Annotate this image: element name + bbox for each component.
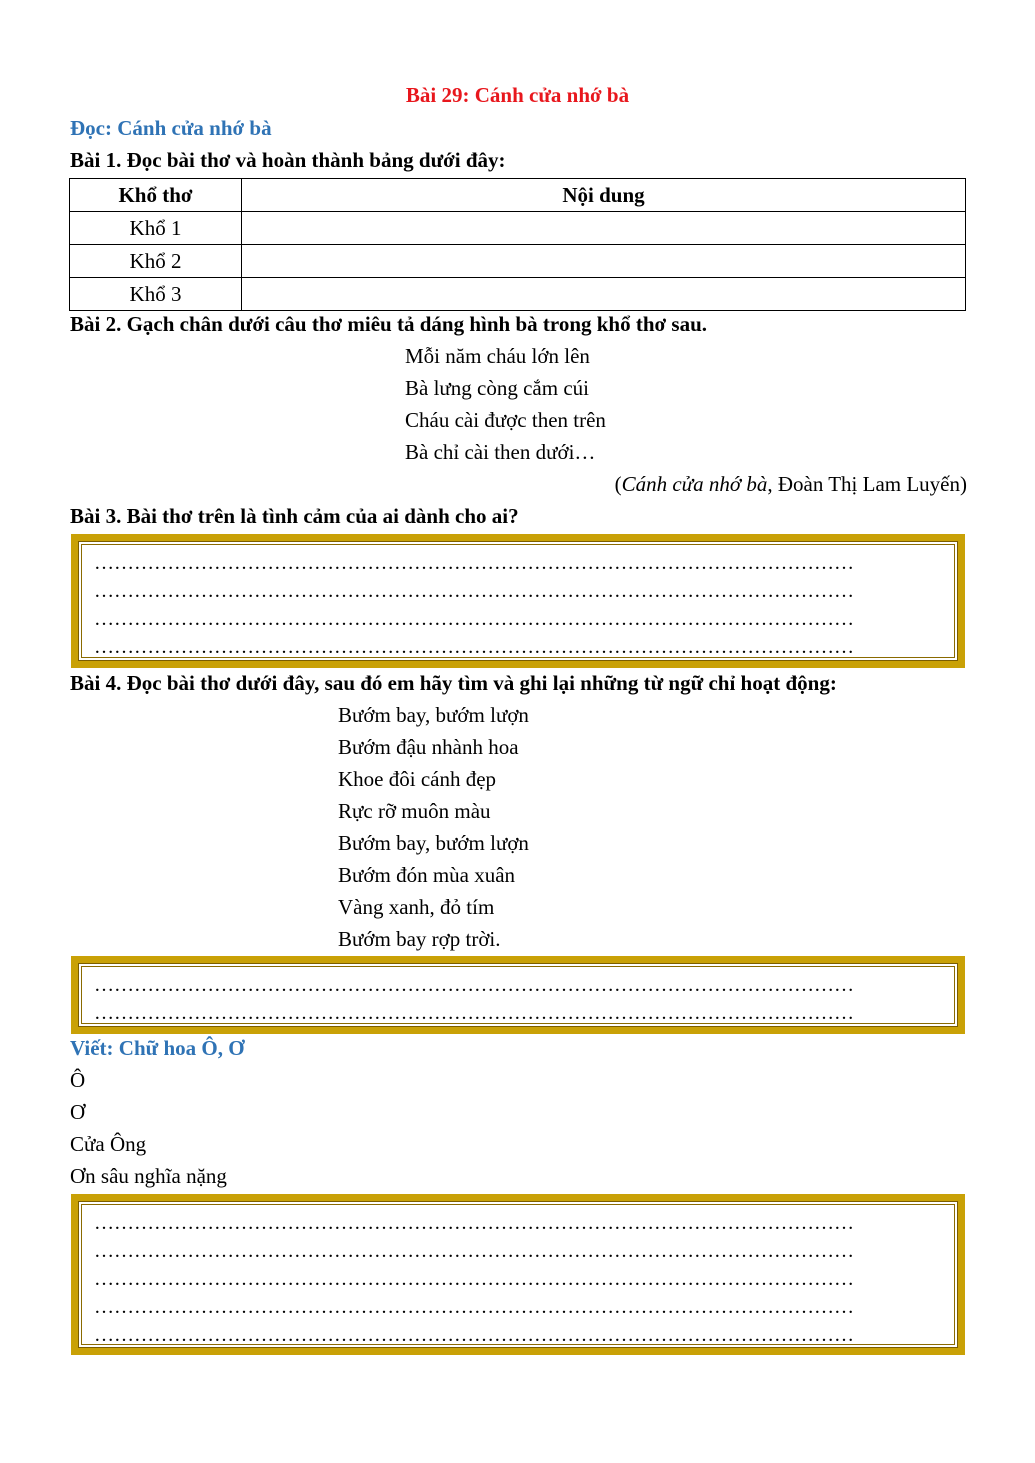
exercise-1-heading: Bài 1. Đọc bài thơ và hoàn thành bảng dưới đây: [70, 148, 506, 172]
writing-line: Cửa Ông [70, 1132, 147, 1156]
poem-line: Khoe đôi cánh đẹp [338, 767, 497, 791]
poem-line: Cháu cài được then trên [405, 408, 606, 432]
poem-source: (Cánh cửa nhớ bà, Đoàn Thị Lam Luyến) [614, 472, 967, 496]
reading-section-title: Đọc: Cánh cửa nhớ bà [70, 116, 272, 140]
answer-dot-line[interactable]: …………………………………………………………………………………………………… [94, 580, 854, 602]
stanza-label: Khổ 3 [70, 278, 242, 311]
stanza-content-cell[interactable] [242, 212, 966, 245]
poem-line: Mỗi năm cháu lớn lên [405, 344, 590, 368]
answer-dot-line[interactable]: …………………………………………………………………………………………………… [94, 974, 854, 996]
table-row [70, 245, 966, 278]
answer-dot-line[interactable]: …………………………………………………………………………………………………… [94, 636, 854, 658]
stanza-content-cell[interactable] [242, 278, 966, 311]
poem-stanza-table [69, 178, 966, 311]
answer-dot-line[interactable]: …………………………………………………………………………………………………… [94, 1240, 854, 1262]
poem-line: Rực rỡ muôn màu [338, 799, 491, 823]
answer-dot-line[interactable]: …………………………………………………………………………………………………… [94, 1324, 854, 1346]
page-title: Bài 29: Cánh cửa nhớ bà [405, 83, 630, 107]
table-row [70, 212, 966, 245]
exercise-2-heading: Bài 2. Gạch chân dưới câu thơ miêu tả dáng hình bà trong khổ thơ sau. [70, 312, 708, 336]
writing-section-title: Viết: Chữ hoa Ô, Ơ [70, 1036, 245, 1060]
writing-line: Ô [70, 1068, 86, 1092]
poem-line: Bướm bay, bướm lượn [338, 703, 529, 727]
answer-dot-line[interactable]: …………………………………………………………………………………………………… [94, 1268, 854, 1290]
answer-dot-line[interactable]: …………………………………………………………………………………………………… [94, 608, 854, 630]
poem-line: Bướm bay rợp trời. [338, 927, 501, 951]
table-header-stanza: Khổ thơ [70, 179, 242, 212]
table-header-content: Nội dung [242, 179, 966, 212]
poem-source-title: Cánh cửa nhớ bà [621, 472, 768, 496]
answer-dot-line[interactable]: …………………………………………………………………………………………………… [94, 1002, 854, 1024]
stanza-label: Khổ 2 [70, 245, 242, 278]
answer-box-4[interactable] [71, 956, 965, 1034]
stanza-content-cell[interactable] [242, 245, 966, 278]
stanza-label: Khổ 1 [70, 212, 242, 245]
exercise-4-heading: Bài 4. Đọc bài thơ dưới đây, sau đó em hãy tìm và ghi lại những từ ngữ chỉ hoạt động: [70, 671, 837, 695]
writing-line: Ơ [70, 1100, 86, 1124]
poem-line: Bướm đậu nhành hoa [338, 735, 519, 759]
poem-line: Bà lưng còng cắm cúi [405, 376, 589, 400]
answer-dot-line[interactable]: …………………………………………………………………………………………………… [94, 552, 854, 574]
answer-dot-line[interactable]: …………………………………………………………………………………………………… [94, 1212, 854, 1234]
table-row [70, 278, 966, 311]
poem-line: Bướm bay, bướm lượn [338, 831, 529, 855]
answer-box-3[interactable] [71, 534, 965, 668]
writing-practice-box[interactable] [71, 1194, 965, 1355]
poem-line: Vàng xanh, đỏ tím [338, 895, 495, 919]
answer-dot-line[interactable]: …………………………………………………………………………………………………… [94, 1296, 854, 1318]
writing-line: Ơn sâu nghĩa nặng [70, 1164, 227, 1188]
exercise-3-heading: Bài 3. Bài thơ trên là tình cảm của ai dành cho ai? [70, 504, 519, 528]
poem-line: Bướm đón mùa xuân [338, 863, 516, 887]
poem-line: Bà chỉ cài then dưới… [405, 440, 596, 464]
